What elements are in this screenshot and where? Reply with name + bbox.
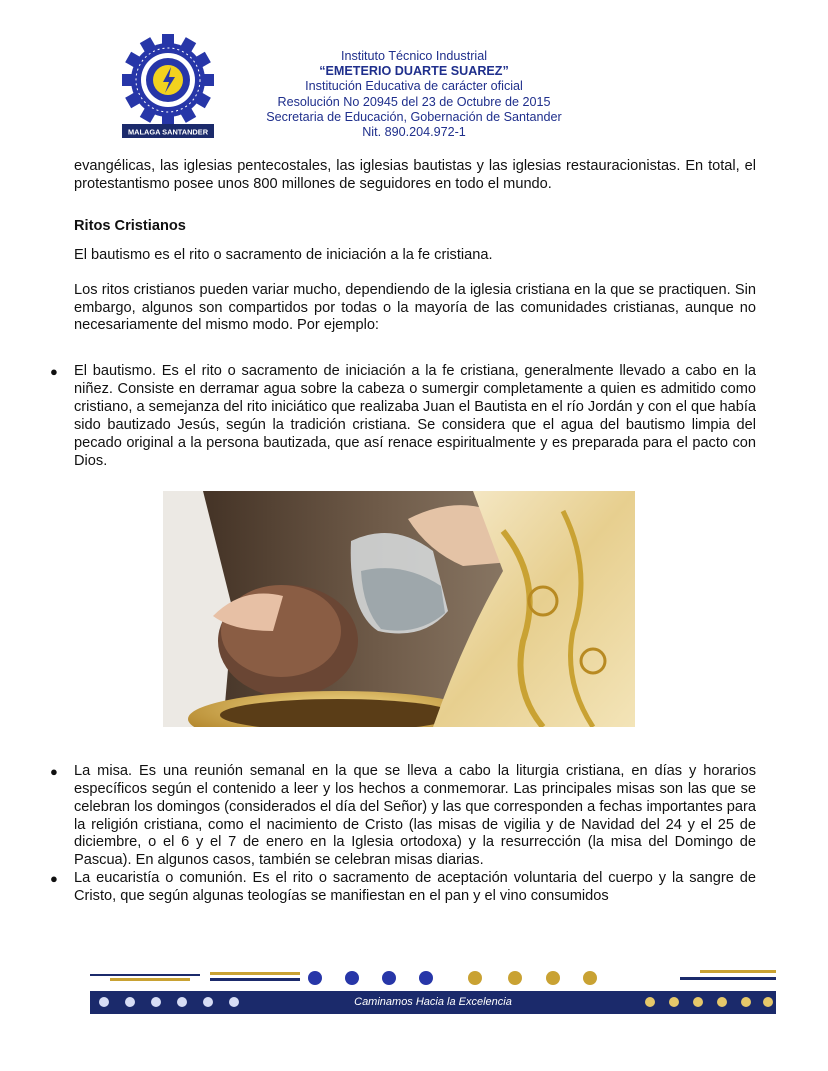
institution-line: Secretaria de Educación, Gobernación de Santander	[266, 109, 562, 124]
list-item-text: La misa. Es una reunión semanal en la que se lleva a cabo la liturgia cristiana, en días y horarios específicos según el contenido a leer y los hechos a conmemorar. Las principales misas son las que se celebran los domingos (considerados el día del Señor) y las que corresponden a fechas importantes para la religión cristiana, como el nacimiento de Cristo (las misas de vigilia y de Navidad del 24 y el 25 de diciembre, o el 6 y el 7 de enero en la Iglesia ortodoxa) y la resurrección (la misa del Domingo de Pascua). En algunos casos, también se celebran misas diarias.	[74, 762, 756, 869]
institution-line: Institución Educativa de carácter oficial	[305, 79, 523, 94]
section-heading: Ritos Cristianos	[74, 217, 186, 234]
institution-line: Resolución No 20945 del 23 de Octubre de 2015	[277, 94, 551, 109]
institution-line: Instituto Técnico Industrial	[340, 49, 488, 63]
page-header	[120, 34, 828, 144]
bullet-icon: ●	[50, 871, 58, 887]
document-body	[50, 158, 756, 906]
footer-slogan: Caminamos Hacia la Excelencia	[354, 996, 512, 1008]
intro-paragraph: evangélicas, las iglesias pentecostales, las iglesias bautistas y las iglesias restauracionistas. En total, el protestantismo posee unos 800 millones de seguidores en todo el mundo.	[74, 158, 756, 192]
sacrament-paragraph: El bautismo es el rito o sacramento de iniciación a la fe cristiana.	[74, 246, 493, 263]
bullet-icon: ●	[50, 364, 58, 380]
baptism-photo	[163, 491, 635, 727]
rites-list-continued	[50, 762, 756, 906]
logo-caption: MALAGA SANTANDER	[127, 127, 209, 137]
footer-ornament	[90, 962, 776, 992]
list-item	[50, 363, 756, 470]
bullet-icon: ●	[50, 763, 58, 779]
list-item-text: El bautismo. Es el rito o sacramento de iniciación a la fe cristiana, generalmente llevado a cabo en la niñez. Consiste en derramar agua sobre la cabeza o sumergir completamente a quien es admitido como cristiano, a semejanza del rito iniciático que realizaba Juan el Bautista en el río Jordán y con el que había sido bautizado Jesús, según la tradición cristiana. Se considera que el agua del bautismo limpia del pecado original a la persona bautizada, que así renace espiritualmente y es preparada para el pacto con Dios.	[74, 363, 756, 469]
institution-line: Nit. 890.204.972-1	[362, 125, 466, 140]
institution-name: “EMETERIO DUARTE SUAREZ”	[319, 64, 509, 79]
list-item-text: La eucaristía o comunión. Es el rito o sacramento de aceptación voluntaria del cuerpo y la sangre de Cristo, que según algunas teologías se manifiestan en el pan y el vino consumidos	[74, 870, 756, 905]
list-item	[50, 762, 756, 870]
page-footer	[90, 962, 776, 1016]
list-item	[50, 870, 756, 906]
rites-paragraph: Los ritos cristianos pueden variar mucho, dependiendo de la iglesia cristiana en la que se practiquen. Sin embargo, algunos son compartidos por todas o la mayoría de las comunidades cristianas, aunque no necesariamente del mismo modo. Por ejemplo:	[74, 281, 756, 334]
rites-list	[50, 363, 756, 470]
institution-info	[254, 49, 574, 140]
school-logo	[120, 34, 216, 140]
